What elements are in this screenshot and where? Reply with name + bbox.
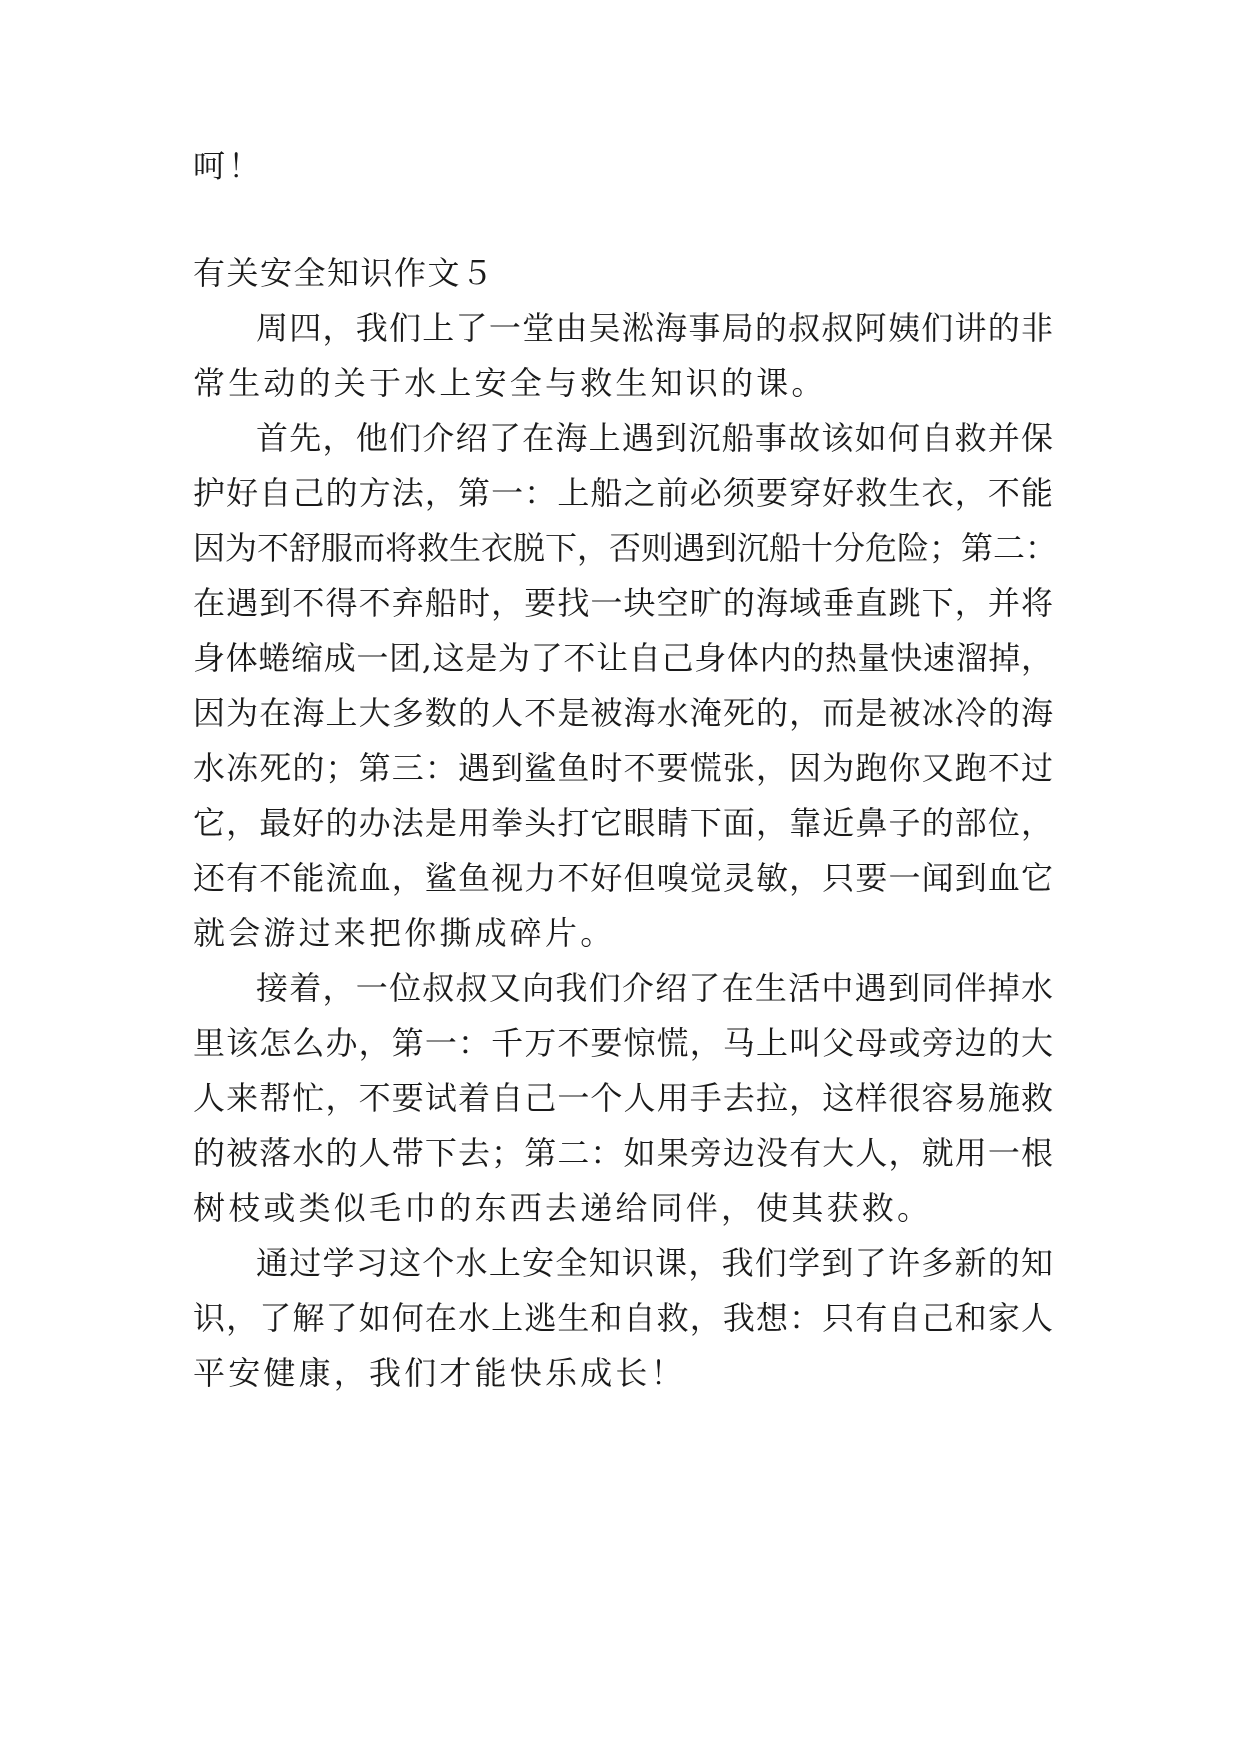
paragraph-4-line-3: 平安健康，我们才能快乐成长！	[193, 1354, 686, 1392]
paragraph-3-line-5: 树枝或类似毛巾的东西去递给同伴，使其获救。	[193, 1189, 933, 1227]
paragraph-2-line-10: 就会游过来把你撕成碎片。	[193, 914, 616, 952]
paragraph-2-line-6: 因为在海上大多数的人不是被海水淹死的，而是被冰冷的海	[193, 694, 1053, 732]
paragraph-4-line-1: 通过学习这个水上安全知识课，我们学到了许多新的知	[256, 1244, 1053, 1282]
paragraph-3-line-2: 里该怎么办，第一：千万不要惊慌，马上叫父母或旁边的大	[193, 1024, 1053, 1062]
paragraph-1-line-1: 周四，我们上了一堂由吴淞海事局的叔叔阿姨们讲的非	[256, 309, 1053, 347]
paragraph-2-line-1: 首先，他们介绍了在海上遇到沉船事故该如何自救并保	[256, 419, 1053, 457]
essay-title: 有关安全知识作文５	[193, 254, 495, 292]
paragraph-2-line-2: 护好自己的方法，第一：上船之前必须要穿好救生衣，不能	[193, 474, 1053, 512]
paragraph-2-line-3: 因为不舒服而将救生衣脱下，否则遇到沉船十分危险；第二：	[193, 529, 1058, 567]
paragraph-4-line-2: 识，了解了如何在水上逃生和自救，我想：只有自己和家人	[193, 1299, 1053, 1337]
paragraph-2-line-4: 在遇到不得不弃船时，要找一块空旷的海域垂直跳下，并将	[193, 584, 1053, 622]
paragraph-2-line-7: 水冻死的；第三：遇到鲨鱼时不要慌张，因为跑你又跑不过	[193, 749, 1053, 787]
paragraph-2-line-5: 身体蜷缩成一团,这是为了不让自己身体内的热量快速溜掉，	[193, 639, 1053, 677]
paragraph-3-line-1: 接着，一位叔叔又向我们介绍了在生活中遇到同伴掉水	[256, 969, 1053, 1007]
paragraph-2-line-8: 它，最好的办法是用拳头打它眼睛下面，靠近鼻子的部位，	[193, 804, 1053, 842]
paragraph-3-line-3: 人来帮忙，不要试着自己一个人用手去拉，这样很容易施救	[193, 1079, 1053, 1117]
continuation-text: 呵！	[193, 147, 264, 185]
paragraph-2-line-9: 还有不能流血，鲨鱼视力不好但嗅觉灵敏，只要一闻到血它	[193, 859, 1053, 897]
paragraph-3-line-4: 的被落水的人带下去；第二：如果旁边没有大人，就用一根	[193, 1134, 1053, 1172]
paragraph-1-line-2: 常生动的关于水上安全与救生知识的课。	[193, 364, 827, 402]
